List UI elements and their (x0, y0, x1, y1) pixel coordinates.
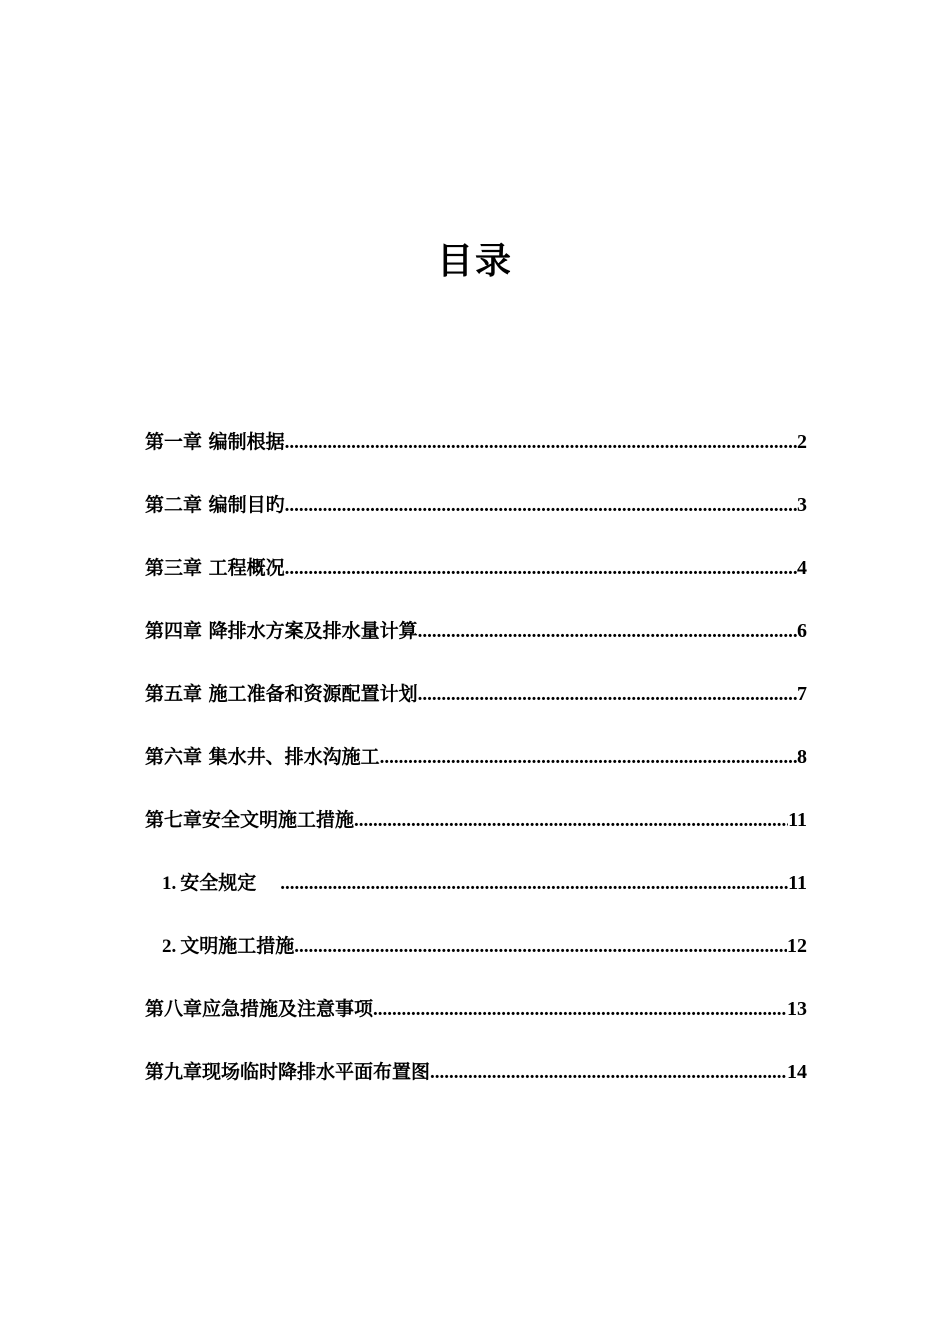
toc-entry-chapter-5[interactable] (145, 677, 807, 740)
toc-entry-label: 第六章 集水井、排水沟施工 (145, 746, 380, 768)
toc-list (145, 425, 807, 1118)
toc-entry-section-7-2[interactable] (145, 929, 807, 992)
toc-dot-leader (430, 1056, 787, 1090)
toc-entry-chapter-3[interactable] (145, 551, 807, 614)
toc-page-number: 3 (797, 494, 807, 516)
toc-dot-leader (418, 678, 797, 712)
toc-dot-leader (294, 930, 787, 964)
toc-entry-chapter-2[interactable] (145, 488, 807, 551)
toc-entry-label: 第五章 施工准备和资源配置计划 (145, 683, 418, 705)
toc-section-number: 2. (162, 936, 177, 957)
toc-entry-label: 第二章 编制目旳 (145, 494, 285, 516)
toc-entry-label: 第一章 编制根据 (145, 431, 285, 453)
toc-entry-label: 第八章应急措施及注意事项 (145, 998, 374, 1020)
toc-entry-chapter-7[interactable] (145, 803, 807, 866)
toc-entry-label: 第四章 降排水方案及排水量计算 (145, 620, 418, 642)
toc-dot-leader (418, 615, 797, 649)
toc-entry-label: 文明施工措施 (180, 935, 295, 957)
toc-entry-label: 安全规定 (180, 872, 257, 894)
toc-page-number: 6 (797, 620, 807, 642)
toc-section-number: 1. (162, 873, 177, 894)
toc-page-number: 2 (797, 431, 807, 453)
toc-entry-label: 第三章 工程概况 (145, 557, 285, 579)
toc-dot-leader (354, 804, 788, 838)
toc-dot-leader (373, 993, 787, 1027)
toc-entry-chapter-9[interactable] (145, 1055, 807, 1118)
toc-page-number: 7 (797, 683, 807, 705)
toc-entry-chapter-1[interactable] (145, 425, 807, 488)
toc-dot-leader (380, 741, 797, 775)
toc-entry-label: 第九章现场临时降排水平面布置图 (145, 1061, 431, 1083)
toc-dot-leader (285, 552, 797, 586)
toc-entry-chapter-6[interactable] (145, 740, 807, 803)
toc-dot-leader (280, 867, 788, 901)
toc-page-number: 11 (788, 809, 807, 831)
toc-page-number: 12 (787, 935, 807, 957)
toc-page-number: 13 (787, 998, 807, 1020)
toc-page-number: 11 (788, 872, 807, 894)
toc-entry-chapter-4[interactable] (145, 614, 807, 677)
toc-entry-label: 第七章安全文明施工措施 (145, 809, 355, 831)
toc-title: 目录 (436, 241, 513, 282)
toc-entry-section-7-1[interactable] (145, 866, 807, 929)
toc-dot-leader (285, 489, 797, 523)
toc-page-number: 8 (797, 746, 807, 768)
toc-dot-leader (285, 426, 797, 460)
toc-page-number: 14 (787, 1061, 807, 1083)
toc-entry-chapter-8[interactable] (145, 992, 807, 1055)
toc-page-number: 4 (797, 557, 807, 579)
